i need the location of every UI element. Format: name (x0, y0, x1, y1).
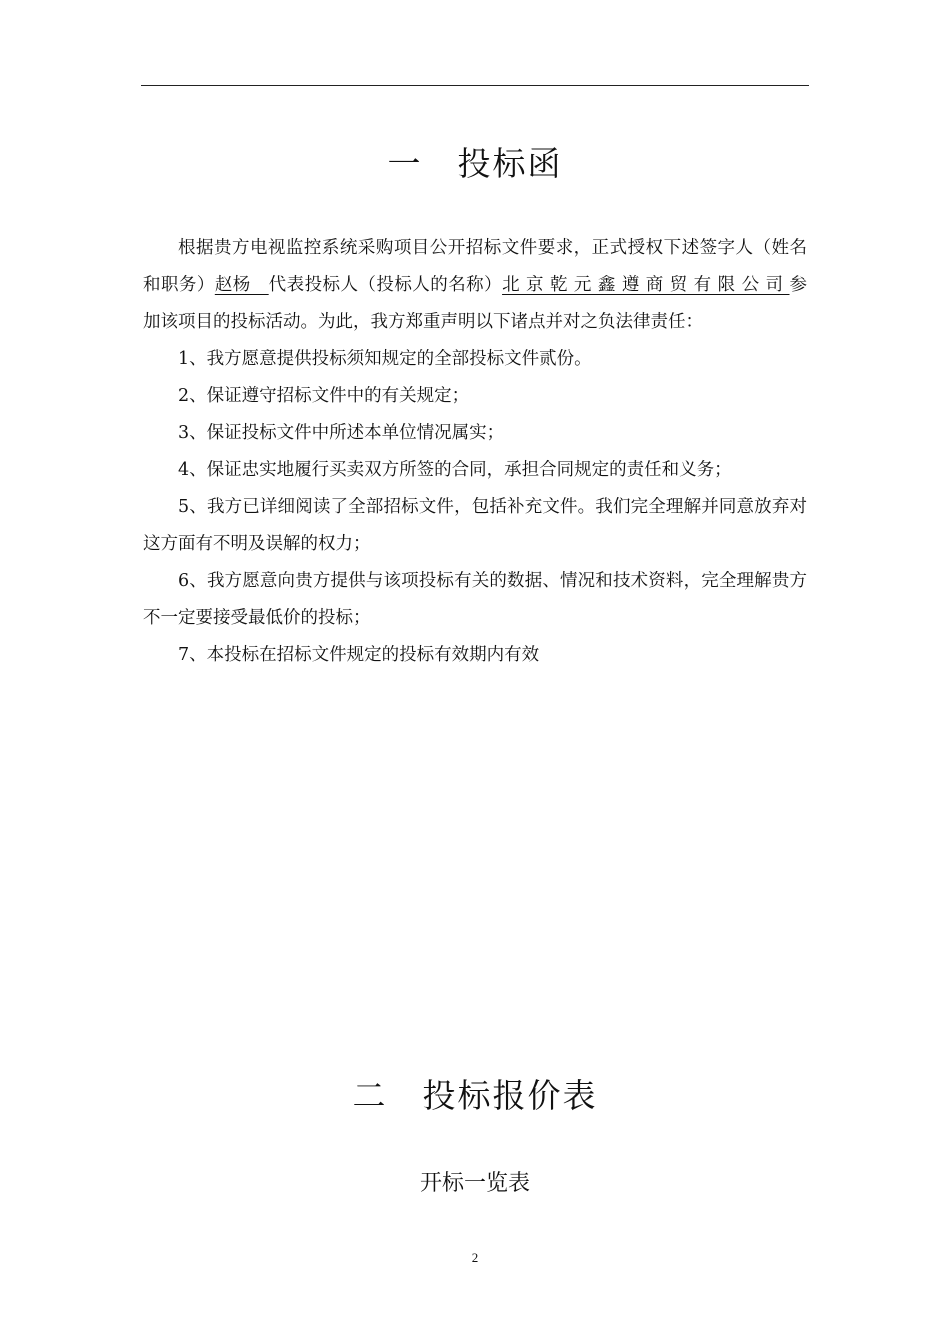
signatory-name: 赵杨 (214, 275, 269, 295)
bidder-name: 北京乾元鑫遵商贸有限公司 (502, 275, 790, 295)
list-item: 6、我方愿意向贵方提供与该项投标有关的数据、情况和技术资料，完全理解贵方不一定要接受最低价的投标； (143, 571, 807, 628)
intro-text-1: 根据贵方电视监控系统采购项目公开招标文件要求，正式授权下述签字人（姓名和职务） (143, 238, 807, 295)
section-2-title: 二 投标报价表 (352, 1076, 598, 1115)
list-item: 5、我方已详细阅读了全部招标文件，包括补充文件。我们完全理解并同意放弃对这方面有不明及误解的权力； (143, 497, 807, 554)
list-item: 4、保证忠实地履行买卖双方所签的合同，承担合同规定的责任和义务； (178, 460, 732, 480)
intro-text-3: 参加该项目的投标活动。为此，我方郑重声明以下诸点并对之负法律责任： (143, 275, 807, 332)
intro-text-2: 代表投标人（投标人的名称） (268, 275, 503, 295)
list-item: 3、保证投标文件中所述本单位情况属实； (178, 423, 505, 443)
bid-letter-body (143, 230, 807, 674)
list-item: 1、我方愿意提供投标须知规定的全部投标文件贰份。 (178, 349, 592, 369)
list-item: 7、本投标在招标文件规定的投标有效期内有效 (178, 645, 540, 665)
section-1-title: 一 投标函 (387, 144, 563, 183)
header-rule (141, 85, 809, 86)
list-item: 2、保证遵守招标文件中的有关规定； (178, 386, 470, 406)
section-2-subtitle: 开标一览表 (419, 1171, 530, 1196)
intro-paragraph (143, 230, 807, 341)
page-number: 2 (471, 1250, 479, 1265)
